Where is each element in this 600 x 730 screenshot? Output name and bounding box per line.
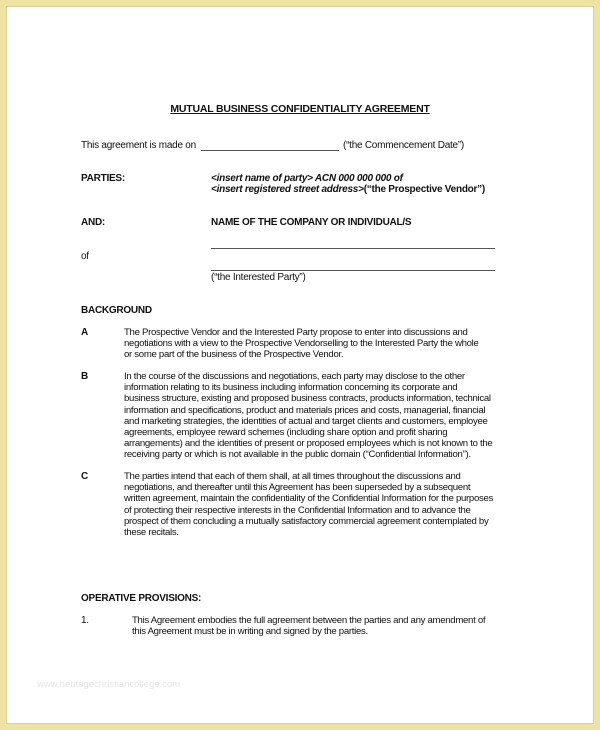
document-page [6,6,594,724]
operative-heading: OPERATIVE PROVISIONS: [81,593,202,604]
recital-b-text: In the course of the discussions and negotiations, each party may disclose to the other information relating to its business including information concerning its corporate and business structure, existing and proposed business contracts, products information, technical information and specifications, product and materials prices and costs, managerial, financial and marketing strategies, the identities of actual and target clients and customers, employee agreements, employee reward schemes (including share option and profit sharing arrangements) and the identities of present or proposed employees which is not known to the receiving party or which is not available in the public domain (“Confidential Information”). [124,371,493,461]
recital-c-text: The parties intend that each of them shall, at all times throughout the discussions and negotiations, and thereafter until this Agreement has been superseded by a subsequent written agreement, maintain the confidentiality of the Confidential Information for the purposes of protecting their respective interests in the Confidential Information and to advance the prospect of them concluding a mutually satisfactory commercial agreement contemplated by these recitals. [124,471,494,539]
address-placeholder: <insert registered street address> [211,184,364,195]
intro-suffix: (“the Commencement Date”) [343,140,465,151]
document-title: MUTUAL BUSINESS CONFIDENTIALITY AGREEMENT [170,103,430,115]
company-name-heading: NAME OF THE COMPANY OR INDIVIDUAL/S [211,217,412,228]
commencement-date-blank [201,150,339,151]
watermark-text: www.heritagechristiancollege.com [37,679,181,690]
party-name-placeholder: <insert name of party> ACN 000 000 000 of [211,173,403,184]
parties-label: PARTIES: [81,173,125,184]
prospective-vendor-definition: (“the Prospective Vendor”) [363,184,486,195]
recital-a-text: The Prospective Vendor and the Interested Party propose to enter into discussions and negotiations with a view to the Prospective Vendorselling to the Interested Party the whole or some part of the business of the Prospective Vendor. [124,327,479,361]
recital-b-label: B [81,371,89,382]
interested-party-definition: (“the Interested Party”) [211,272,306,283]
address-blank [211,270,495,271]
recital-a-label: A [81,327,89,338]
of-label: of [81,251,89,262]
recital-c-label: C [81,471,89,482]
party-address-line [211,184,485,195]
clause-1-label: 1. [81,615,89,626]
background-heading: BACKGROUND [81,305,152,316]
and-label: AND: [81,217,105,228]
intro-prefix: This agreement is made on [81,140,196,151]
clause-1-text: This Agreement embodies the full agreement between the parties and any amendment of this Agreement must be in writing and signed by the parties. [132,615,486,638]
company-name-blank [211,248,495,249]
